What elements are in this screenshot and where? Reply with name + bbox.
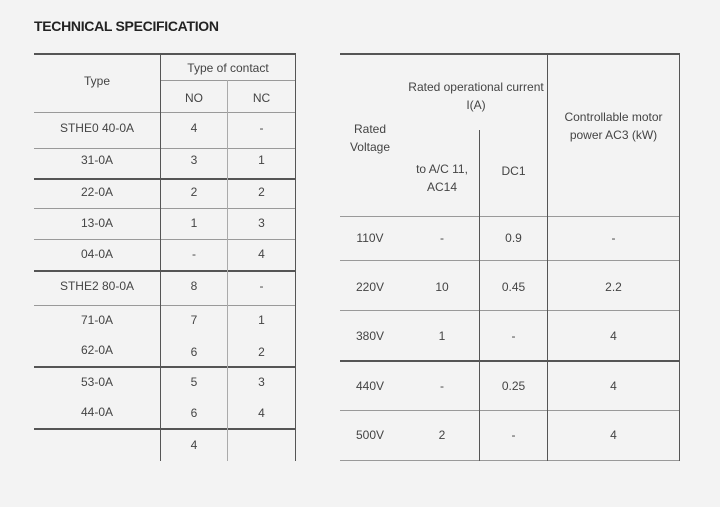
row-no: 2 xyxy=(190,185,198,199)
row-ac: 1 xyxy=(438,329,446,343)
row-no: 7 xyxy=(190,313,198,327)
row-no: 4 xyxy=(190,121,198,135)
row-type: 44-0A xyxy=(80,405,114,419)
row-dc: 0.45 xyxy=(501,280,526,294)
row-divider xyxy=(34,428,296,430)
row-type: 13-0A xyxy=(80,216,114,230)
row-voltage: 220V xyxy=(355,280,385,294)
row-ac: - xyxy=(440,231,444,245)
row-no: 1 xyxy=(190,216,198,230)
row-power: 4 xyxy=(610,428,617,442)
left-table-header-line xyxy=(34,112,296,113)
row-divider xyxy=(340,360,680,362)
row-nc: 4 xyxy=(258,406,265,420)
row-no: 6 xyxy=(190,345,198,359)
left-table-subheader-line xyxy=(161,80,296,81)
header-no: NO xyxy=(185,91,203,105)
row-divider xyxy=(34,148,296,149)
row-dc: - xyxy=(511,428,516,442)
row-divider xyxy=(340,310,680,311)
right-table-top-border xyxy=(340,53,680,55)
left-table-col-divider xyxy=(295,53,296,461)
right-table-header-line xyxy=(340,216,680,217)
row-type: 22-0A xyxy=(80,185,114,199)
row-ac: - xyxy=(440,379,444,393)
row-divider xyxy=(340,410,680,411)
header-motor-power: Controllable motor power AC3 (kW) xyxy=(564,110,663,142)
row-type: 71-0A xyxy=(80,313,114,327)
row-power: 2.2 xyxy=(605,280,622,294)
row-no: 8 xyxy=(190,279,198,293)
header-dc: DC1 xyxy=(501,164,526,178)
row-type: 04-0A xyxy=(80,247,114,261)
right-table-bottom-border xyxy=(340,460,680,461)
row-type: 62-0A xyxy=(80,343,114,357)
row-voltage: 440V xyxy=(355,379,385,393)
header-nc: NC xyxy=(252,91,271,105)
row-nc: 2 xyxy=(258,345,265,359)
row-voltage: 110V xyxy=(356,231,384,245)
row-divider xyxy=(34,270,296,272)
header-rated-current: Rated operational current I(A) xyxy=(408,80,544,112)
row-type: 31-0A xyxy=(80,153,114,167)
header-rated-voltage: Rated Voltage xyxy=(349,122,391,154)
row-nc: 1 xyxy=(258,313,265,327)
row-no: 3 xyxy=(190,153,198,167)
header-type-of-contact: Type of contact xyxy=(187,61,269,75)
row-divider xyxy=(340,260,680,261)
row-divider xyxy=(34,208,296,209)
row-nc: 4 xyxy=(258,247,265,261)
row-no: 5 xyxy=(190,375,198,389)
row-dc: - xyxy=(511,329,516,343)
row-power: 4 xyxy=(610,379,617,393)
row-ac: 10 xyxy=(435,280,449,294)
row-no: 6 xyxy=(190,406,198,420)
row-nc: 3 xyxy=(258,375,265,389)
row-dc: 0.9 xyxy=(505,231,522,245)
row-power: - xyxy=(611,231,616,245)
row-nc: 2 xyxy=(258,185,265,199)
header-ac: to A/C 11, AC14 xyxy=(416,162,468,194)
row-type: STHE2 80-0A xyxy=(59,279,135,293)
right-table-col-divider xyxy=(679,53,680,461)
page-title: TECHNICAL SPECIFICATION xyxy=(34,18,219,34)
row-divider xyxy=(34,178,296,180)
row-nc: 3 xyxy=(258,216,265,230)
row-nc: - xyxy=(259,279,264,293)
row-voltage: 500V xyxy=(355,428,385,442)
row-voltage: 380V xyxy=(355,329,385,343)
row-type: 53-0A xyxy=(80,375,114,389)
left-table-top-border xyxy=(34,53,296,55)
row-no: 4 xyxy=(190,438,198,452)
row-power: 4 xyxy=(610,329,617,343)
row-type: STHE0 40-0A xyxy=(59,121,135,135)
left-table-col-divider xyxy=(227,80,228,461)
row-nc: - xyxy=(259,121,264,135)
row-divider xyxy=(34,366,296,368)
row-ac: 2 xyxy=(438,428,446,442)
row-dc: 0.25 xyxy=(501,379,526,393)
row-divider xyxy=(34,305,296,306)
row-no: - xyxy=(192,247,196,261)
row-nc: 1 xyxy=(258,153,265,167)
right-table-col-divider xyxy=(479,130,480,461)
row-divider xyxy=(34,239,296,240)
header-type: Type xyxy=(83,74,110,88)
